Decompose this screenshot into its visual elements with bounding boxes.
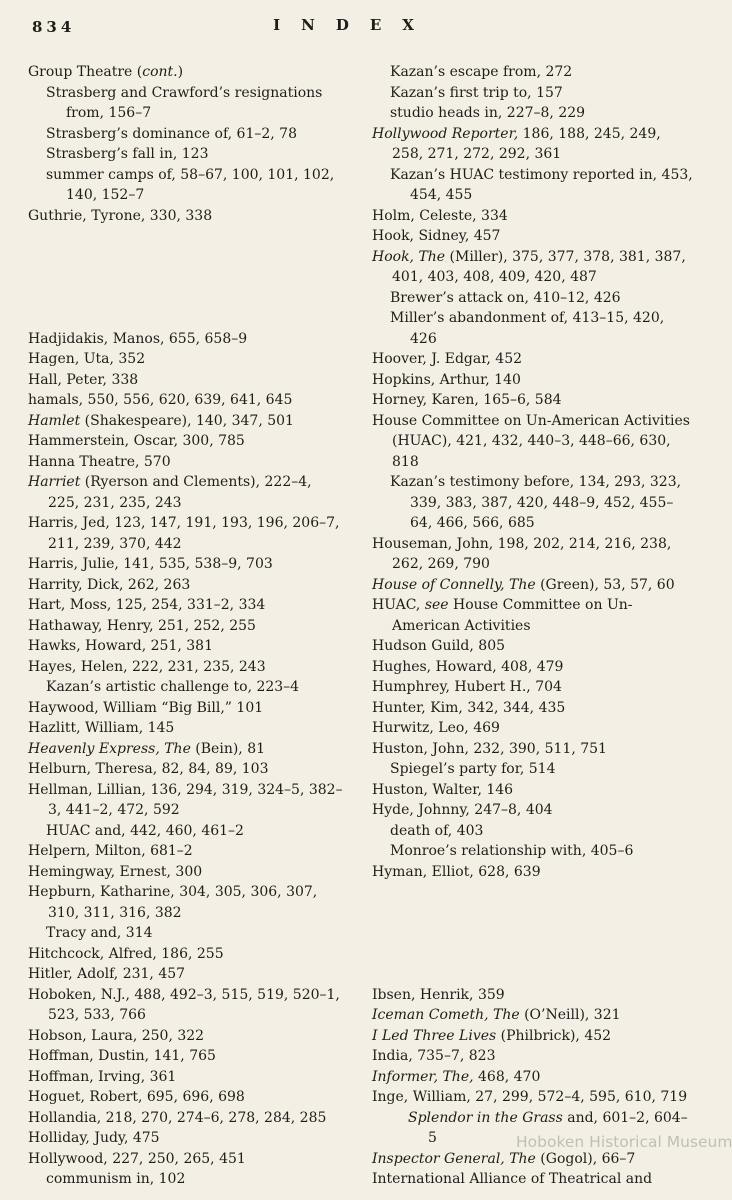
entry-text: Harriet [28,474,81,490]
index-subentry [28,923,346,944]
entry-text: Hyde, Johnny, 247–8, 404 [372,802,553,818]
index-entry [28,472,346,513]
index-entry [372,226,694,247]
index-entry [372,1026,694,1047]
index-entry [372,985,694,1006]
entry-text: Hitchcock, Alfred, 186, 255 [28,945,224,962]
index-entry [28,944,346,965]
entry-text: Inspector General, The [372,1150,536,1167]
entry-text: House Committee on Un-American Activities [392,597,633,634]
entry-text: Hall, Peter, 338 [28,371,139,388]
entry-text: 468, 470 [473,1068,541,1085]
index-entry [372,1046,694,1067]
index-entry [28,575,346,596]
entry-text: Hayes, Helen, 222, 231, 235, 243 [28,658,266,675]
entry-text: Hurwitz, Leo, 469 [372,720,500,736]
entry-text: Tracy and, 314 [46,925,153,941]
index-entry [28,862,346,883]
index-subentry [372,821,694,842]
index-entry [372,1169,694,1190]
entry-text: Spiegel’s party for, 514 [390,761,556,777]
index-entry [28,882,346,923]
entry-text: Hobson, Laura, 250, 322 [28,1027,205,1044]
index-entry [28,595,346,616]
entry-text: Hanna Theatre, 570 [28,453,171,470]
entry-text: (Shakespeare), 140, 347, 501 [80,412,294,429]
index-subentry [372,83,694,104]
index-subentry [372,103,694,124]
index-entry [372,1149,694,1170]
entry-text: Group Theatre ( [28,64,143,80]
entry-text: Heavenly Express, The [28,740,191,757]
entry-text: Houseman, John, 198, 202, 214, 216, 238, 262, 269, 790 [372,535,672,572]
entry-text: House Committee on Un-American Activities (HUAC), 421, 432, 440–3, 448–66, 630, 818 [372,412,690,470]
page-header [0,0,708,50]
entry-text: communism in, 102 [46,1171,186,1187]
entry-text: Hellman, Lillian, 136, 294, 319, 324–5, 382–3, 441–2, 472, 592 [28,781,343,818]
entry-text: Huston, Walter, 146 [372,781,514,798]
entry-text: studio heads in, 227–8, 229 [390,105,586,121]
index-entry [372,1087,694,1108]
index-subentry [372,472,694,534]
index-entry [372,657,694,678]
entry-text: Kazan’s escape from, 272 [390,64,573,80]
index-entry [28,554,346,575]
index-entry [372,698,694,719]
index-entry [372,534,694,575]
entry-text: Hook, Sidney, 457 [372,228,501,244]
entry-text: Harris, Jed, 123, 147, 191, 193, 196, 206–7, 211, 239, 370, 442 [28,515,340,552]
index-subentry [28,144,346,165]
entry-text: see [424,597,449,613]
entry-text: (Bein), 81 [190,740,266,757]
entry-text: Hoguet, Robert, 695, 696, 698 [28,1089,245,1105]
entry-text: (Ryerson and Clements), 222–4, 225, 231, 235, 243 [48,474,312,511]
entry-text: Kazan’s artistic challenge to, 223–4 [46,679,300,695]
index-entry [28,1026,346,1047]
entry-text: International Alliance of Theatrical and [372,1171,653,1187]
entry-text: and, 601–2, 604–5 [428,1109,688,1146]
page-title: INDEX [273,16,435,34]
index-subentry [372,288,694,309]
index-entry [28,1046,346,1067]
entry-text: Hollandia, 218, 270, 274–6, 278, 284, 285 [28,1109,327,1126]
index-entry [28,780,346,821]
index-entry [372,370,694,391]
index-entry [28,841,346,862]
index-entry [372,800,694,821]
index-entry [28,964,346,985]
entry-text: Strasberg’s fall in, 123 [46,146,209,162]
entry-text: Hadjidakis, Manos, 655, 658–9 [28,330,248,347]
index-entry [372,411,694,473]
entry-text: Hoffman, Irving, 361 [28,1068,177,1085]
entry-text: Hawks, Howard, 251, 381 [28,638,213,654]
index-entry [28,1108,346,1129]
index-entry [28,1067,346,1088]
entry-text: (Gogol), 66–7 [535,1150,636,1167]
entry-text: Monroe’s relationship with, 405–6 [390,843,634,859]
entry-text: Hyman, Elliot, 628, 639 [372,863,541,880]
entry-text: Harrity, Dick, 262, 263 [28,576,191,593]
entry-text: Hathaway, Henry, 251, 252, 255 [28,617,256,634]
entry-text: Kazan’s first trip to, 157 [390,84,563,101]
entry-text: Brewer’s attack on, 410–12, 426 [390,289,621,306]
entry-text: Hollywood Reporter, [372,125,519,142]
entry-text: 186, 188, 245, 249, 258, 271, 272, 292, 361 [392,125,661,162]
entry-text: Huston, John, 232, 390, 511, 751 [372,740,607,757]
entry-text: (O’Neill), 321 [519,1007,621,1023]
entry-text: (Miller), 375, 377, 378, 381, 387, 401, 403, 408, 409, 420, 487 [392,248,686,285]
entry-text: Hemingway, Ernest, 300 [28,863,203,880]
entry-text: Helpern, Milton, 681–2 [28,843,193,859]
index-entry [372,349,694,370]
index-entry [372,718,694,739]
index-entry [28,411,346,432]
entry-text: Hughes, Howard, 408, 479 [372,658,564,675]
index-entry [28,759,346,780]
index-subentry [372,308,694,349]
index-entry [28,1087,346,1108]
entry-text: Iceman Cometh, The [372,1007,520,1023]
entry-text: HUAC and, 442, 460, 461–2 [46,822,244,839]
entry-text: Informer, The, [372,1068,474,1085]
entry-text: Kazan’s testimony before, 134, 293, 323, 339, 383, 387, 420, 448–9, 452, 455–64, 466, 566, 685 [390,474,682,531]
index-entry [28,636,346,657]
index-entry [372,390,694,411]
index-subentry [372,62,694,83]
entry-text: I Led Three Lives [372,1027,497,1044]
index-entry [28,1128,346,1149]
index-column-left [28,62,346,1190]
entry-text: Hopkins, Arthur, 140 [372,371,521,388]
index-entry [372,247,694,288]
entry-text: Holliday, Judy, 475 [28,1130,160,1146]
entry-text: Haywood, William “Big Bill,” 101 [28,699,264,716]
entry-text: Harris, Julie, 141, 535, 538–9, 703 [28,556,273,572]
entry-text: Helburn, Theresa, 82, 84, 89, 103 [28,761,269,777]
entry-text: (Philbrick), 452 [496,1027,612,1044]
index-subentry [28,124,346,145]
entry-text: Kazan’s HUAC testimony reported in, 453, 454, 455 [390,166,693,203]
entry-text: cont. [142,64,178,80]
index-entry [372,1005,694,1026]
entry-text: Hoboken, N.J., 488, 492–3, 515, 519, 520–1, 523, 533, 766 [28,986,340,1023]
entry-text: Hammerstein, Oscar, 300, 785 [28,433,245,449]
entry-text: Hepburn, Katharine, 304, 305, 306, 307, 310, 311, 316, 382 [28,884,318,921]
index-subentry [28,677,346,698]
watermark: Hoboken Historical Museum [516,1133,732,1151]
index-entry [372,595,694,636]
entry-text: Holm, Celeste, 334 [372,207,508,224]
entry-text: Hitler, Adolf, 231, 457 [28,966,186,982]
entry-text: Hudson Guild, 805 [372,638,506,654]
index-entry [372,636,694,657]
entry-text: summer camps of, 58–67, 100, 101, 102, 140, 152–7 [46,166,335,203]
letter-section-gap [28,226,346,329]
entry-text: Hoffman, Dustin, 141, 765 [28,1048,216,1064]
page-number: 834 [32,18,76,36]
entry-text: Hagen, Uta, 352 [28,351,146,367]
index-entry [28,370,346,391]
entry-text: Hollywood, 227, 250, 265, 451 [28,1150,246,1167]
index-entry [28,513,346,554]
entry-text: India, 735–7, 823 [372,1048,496,1064]
index-subentry [28,83,346,124]
index-entry [372,1067,694,1088]
entry-text: ) [177,64,184,80]
index-entry [28,698,346,719]
index-entry [372,575,694,596]
index-subentry [372,841,694,862]
index-subentry [28,165,346,206]
entry-text: Hook, The [372,248,446,265]
entry-text: Strasberg and Crawford’s resignations from, 156–7 [46,84,323,121]
index-entry [28,718,346,739]
index-subentry [372,165,694,206]
index-entry [28,329,346,350]
entry-text: Hazlitt, William, 145 [28,720,175,736]
index-entry [372,677,694,698]
index-entry [372,862,694,883]
index-entry [28,739,346,760]
index-entry [372,206,694,227]
index-subentry [28,1169,346,1190]
index-column-right [372,62,694,1190]
letter-section-gap [372,882,694,985]
entry-text: (Green), 53, 57, 60 [535,576,675,593]
index-entry [28,657,346,678]
index-entry [372,780,694,801]
index-entry [28,431,346,452]
index-entry [28,349,346,370]
index-subentry [28,821,346,842]
entry-text: Splendor in the Grass [408,1109,563,1126]
entry-text: Humphrey, Hubert H., 704 [372,679,562,695]
entry-text: Hunter, Kim, 342, 344, 435 [372,699,566,716]
index-entry [28,1149,346,1170]
index-entry [28,452,346,473]
index-subentry [372,759,694,780]
index-entry [28,985,346,1026]
entry-text: hamals, 550, 556, 620, 639, 641, 645 [28,392,293,408]
entry-text: Guthrie, Tyrone, 330, 338 [28,207,213,224]
entry-text: death of, 403 [390,822,484,839]
entry-text: Miller’s abandonment of, 413–15, 420, 426 [390,310,665,347]
index-entry [28,62,346,83]
entry-text: Strasberg’s dominance of, 61–2, 78 [46,125,297,142]
entry-text: Hoover, J. Edgar, 452 [372,351,523,367]
index-entry [28,616,346,637]
entry-text: Ibsen, Henrik, 359 [372,986,505,1003]
entry-text: Horney, Karen, 165–6, 584 [372,392,562,408]
entry-text: House of Connelly, The [372,576,536,593]
entry-text: Hamlet [28,412,81,429]
index-entry [28,206,346,227]
entry-text: HUAC, [372,597,425,613]
index-entry [372,124,694,165]
index-entry [28,390,346,411]
entry-text: Inge, William, 27, 299, 572–4, 595, 610, 719 [372,1089,688,1105]
entry-text: Hart, Moss, 125, 254, 331–2, 334 [28,597,266,613]
index-entry [372,739,694,760]
